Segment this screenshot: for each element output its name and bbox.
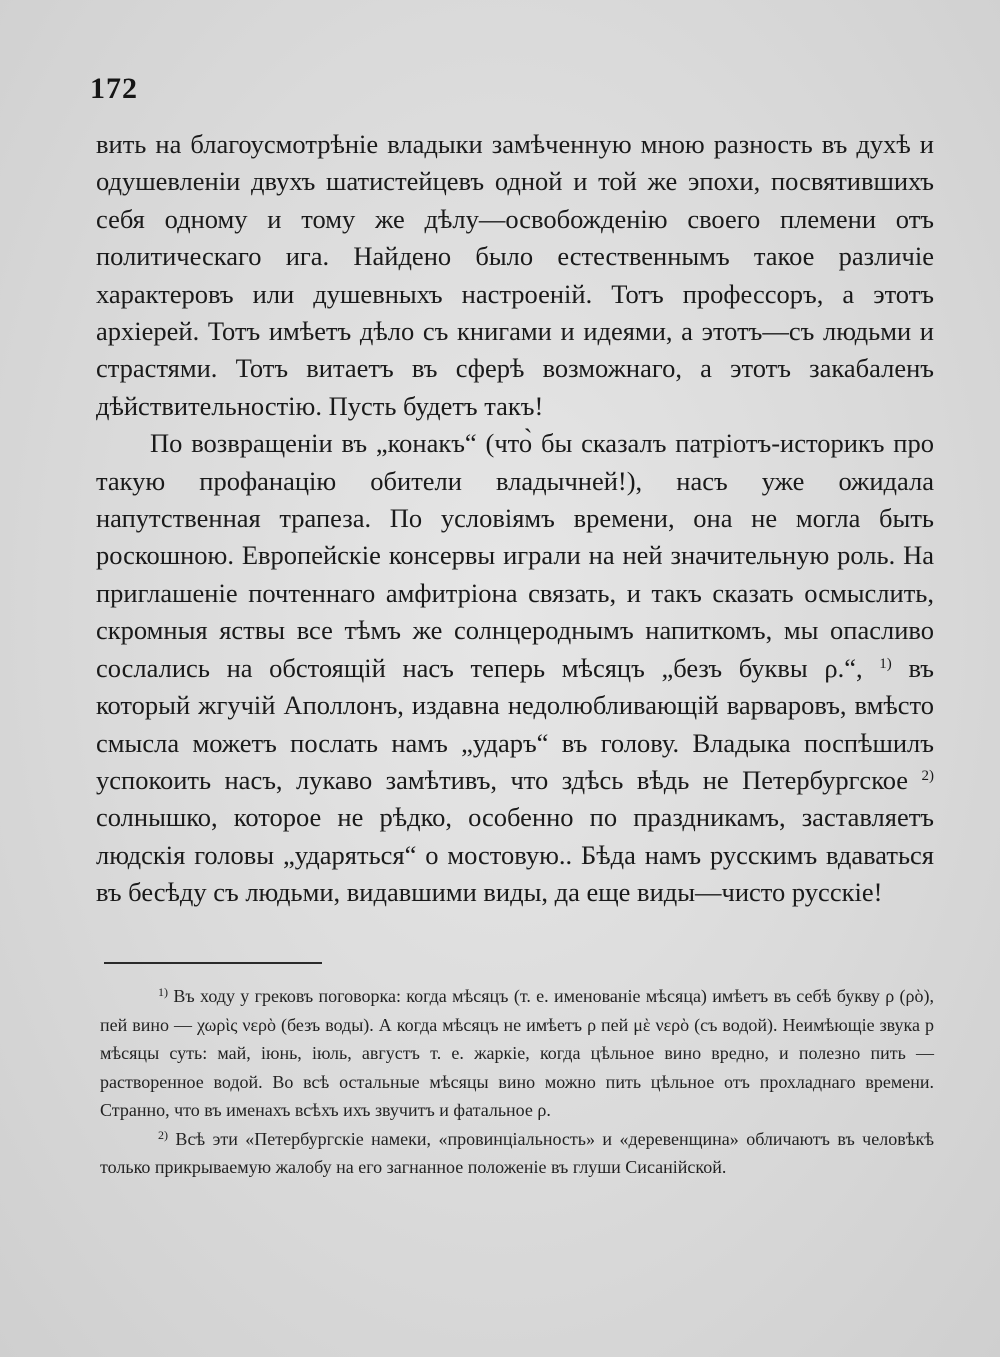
page-number: 172	[90, 72, 138, 105]
footnote-2	[100, 1125, 934, 1182]
main-text	[96, 126, 934, 912]
footnote-1-marker: 1)	[158, 985, 168, 999]
paragraph-1: вить на благоусмотрѣніе владыки замѣченную мною разность въ духѣ и одушевленіи двухъ шатистейцевъ одной и той же эпохи, посвятившихъ себя одному и тому же дѣлу—освобожденію своего племени отъ политическаго ига. Найдено было естественнымъ такое различіе характеровъ или душевныхъ настроеній. Тотъ профессоръ, а этотъ архіерей. Тотъ имѣетъ дѣло съ книгами и идеями, а этотъ—съ людьми и страстями. Тотъ витаетъ въ сферѣ возможнаго, а этотъ закабаленъ дѣйствительностію. Пусть будетъ такъ!	[96, 129, 934, 421]
footnote-2-text: Всѣ эти «Петербургскіе намеки, «провинціальность» и «деревенщина» обличаютъ въ человѣкѣ только прикрываемую жалобу на его загнанное положеніе въ глуши Сисанійской.	[100, 1128, 934, 1177]
footnote-divider	[104, 962, 322, 964]
footnotes	[100, 982, 934, 1182]
paragraph-2-part-2: въ который жгучій Аполлонъ, издавна недолюбливающій варваровъ, вмѣсто смысла можетъ послать намъ „ударъ“ въ голову. Владыка поспѣшилъ успокоить насъ, лукаво замѣтивъ, что здѣсь вѣдь не Петербургское	[96, 652, 934, 795]
paragraph-2	[96, 425, 934, 911]
footnote-ref-1[interactable]: 1)	[879, 655, 892, 672]
footnote-1	[100, 982, 934, 1125]
footnote-2-marker: 2)	[158, 1127, 168, 1142]
footnote-1-text: Въ ходу у грековъ поговорка: когда мѣсяцъ (т. е. именованіе мѣсяца) имѣетъ въ себѣ букву ρ (ρὸ), пей вино — χωρὶς νερὸ (безъ воды). А когда мѣсяцъ не имѣетъ ρ пей μὲ νερὸ (съ водой). Неимѣющіе звука р мѣсяцы суть: май, іюнь, іюль, августъ т. е. жаркіе, когда цѣльное вино вредно, и полезно пить — растворенное водой. Во всѣ остальные мѣсяцы вино можно пить цѣльное отъ прохладнаго времени. Странно, что въ именахъ всѣхъ ихъ звучитъ и фатальное ρ.	[100, 986, 934, 1120]
paragraph-2-part-1: По возвращеніи въ „конакъ“ (что̀ бы сказалъ патріотъ-историкъ про такую профанацію обители владычней!), насъ уже ожидала напутственная трапеза. По условіямъ времени, она не могла быть роскошною. Европейскіе консервы играли на ней значительную роль. На приглашеніе почтеннаго амфитріона связать, и такъ сказать осмыслить, скромныя яствы все тѣмъ же солнцероднымъ напиткомъ, мы опасливо сослались на обстоящій насъ теперь мѣсяцъ „безъ буквы ρ.“,	[96, 428, 934, 683]
footnote-ref-2[interactable]: 2)	[921, 767, 934, 784]
paragraph-2-part-3: солнышко, которое не рѣдко, особенно по праздникамъ, заставляетъ людскія головы „ударяться“ о мостовую.. Бѣда намъ русскимъ вдаваться въ бесѣду съ людьми, видавшими виды, да еще виды—чисто русскіе!	[96, 802, 934, 908]
